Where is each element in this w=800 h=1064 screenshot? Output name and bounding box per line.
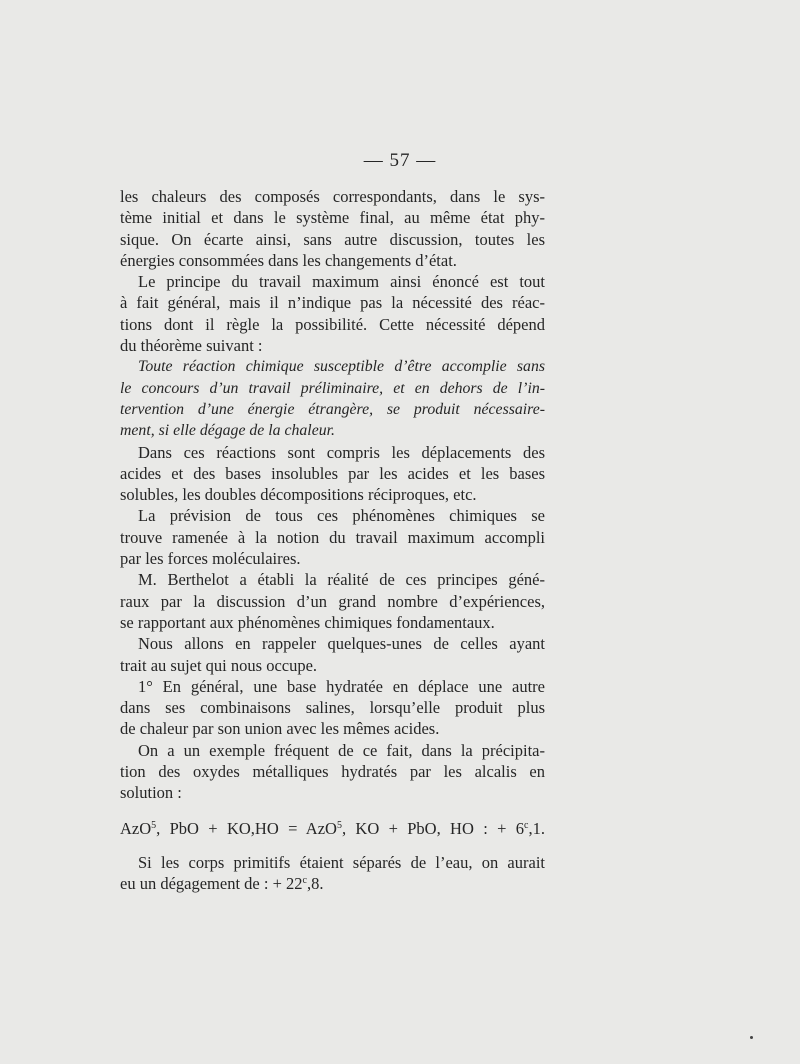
text-line: On a un exemple fréquent de ce fait, dans la précipita- [138, 740, 545, 760]
text-line: eu un dégagement de : + $22^c,8$. [120, 873, 324, 893]
theorem-line: Toute réaction chimique susceptible d’être accomplie sans [138, 358, 545, 376]
text-line: raux par la discussion d’un grand nombre d’expériences, [120, 591, 545, 611]
chemical-equation: AzO$^5$, PbO + KO,HO = AzO$^5$, KO + PbO, HO : + $6^c,1$. [120, 818, 545, 838]
text-line: Dans ces réactions sont compris les déplacements des [138, 442, 545, 462]
text-line: dans ses combinaisons salines, lorsqu’elle produit plus [120, 698, 545, 718]
text-line: énergies consommées dans les changements d’état. [120, 250, 457, 270]
text-line: à fait général, mais il n’indique pas la nécessité des réac- [120, 293, 545, 313]
text-line: M. Berthelot a établi la réalité de ces principes géné- [138, 570, 545, 590]
text-line: trouve ramenée à la notion du travail maximum accompli [120, 527, 545, 547]
text-line: tions dont il règle la possibilité. Cette nécessité dépend [120, 314, 545, 334]
text-line: La prévision de tous ces phénomènes chimiques se [138, 506, 545, 526]
scan-speck [750, 1036, 753, 1039]
text-line: acides et des bases insolubles par les acides et les bases [120, 463, 545, 483]
text-line: les chaleurs des composés correspondants, dans le sys- [120, 187, 545, 206]
text-line: 1° En général, une base hydratée en déplace une autre [138, 676, 545, 696]
theorem-line: le concours d’un travail préliminaire, et en dehors de l’in- [120, 379, 545, 397]
text-line: sique. On écarte ainsi, sans autre discussion, toutes les [120, 229, 545, 249]
text-line: solution : [120, 783, 182, 803]
text-line: trait au sujet qui nous occupe. [120, 655, 318, 675]
text-line: se rapportant aux phénomènes chimiques fondamentaux. [120, 612, 495, 632]
text-line: tème initial et dans le système final, au même état phy- [120, 208, 545, 228]
text-line: Le principe du travail maximum ainsi énoncé est tout [138, 272, 545, 292]
body-text [120, 186, 545, 894]
text-line: de chaleur par son union avec les mêmes acides. [120, 719, 440, 739]
text-line: du théorème suivant : [120, 336, 263, 356]
text-line: solubles, les doubles décompositions réciproques, etc. [120, 485, 477, 505]
text-line: Si les corps primitifs étaient séparés de l’eau, on aurait [138, 852, 545, 872]
text-line: par les forces moléculaires. [120, 549, 301, 569]
page-number: — 57 — [363, 150, 437, 171]
theorem-line: ment, si elle dégage de la chaleur. [120, 422, 335, 440]
theorem-line: tervention d’une énergie étrangère, se produit nécessaire- [120, 400, 545, 418]
text-line: Nous allons en rappeler quelques-unes de celles ayant [138, 634, 545, 654]
text-line: tion des oxydes métalliques hydratés par les alcalis en [120, 762, 545, 782]
